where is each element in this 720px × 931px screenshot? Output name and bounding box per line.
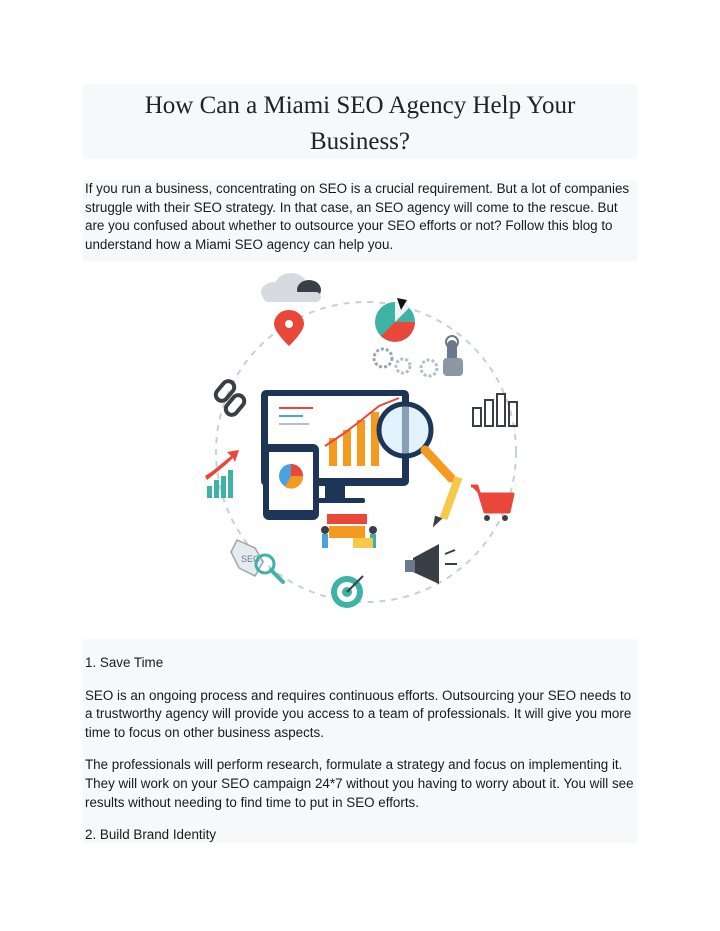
tag-icon: [231, 540, 283, 582]
section-1-paragraph-1: SEO is an ongoing process and requires continuous efforts. Outsourcing your SEO needs to a trustworthy agency will provide you access to a team of professionals. It will give you more time to focus on other business aspects.: [85, 687, 632, 740]
article-body: [83, 639, 637, 843]
shopping-cart-icon: [471, 486, 513, 521]
touch-hand-icon: [443, 336, 463, 376]
bar-chart-icon: [473, 394, 517, 426]
section-1-paragraph-2: The professionals will perform research, formulate a strategy and focus on implementing it. They will work on your SEO campaign 24*7 without you having to worry about it. You will see results without needing to find time to put in SEO efforts.: [85, 757, 634, 810]
gear-icon: [374, 349, 437, 376]
team-icon: [321, 514, 377, 548]
section-heading-1: 1. Save Time: [85, 655, 164, 670]
pencil-icon: [431, 476, 462, 530]
chain-link-icon: [213, 379, 246, 418]
pie-chart-icon: [375, 298, 415, 342]
page-title-line-2: Business?: [310, 128, 410, 155]
target-icon: [331, 576, 363, 608]
seo-illustration: [193, 262, 539, 628]
tag-label: SEO: [241, 554, 261, 564]
cloud-icon: [261, 273, 321, 302]
tablet-icon: [263, 444, 319, 520]
page-title-line-1: How Can a Miami SEO Agency Help Your: [144, 92, 576, 119]
section-heading-2: 2. Build Brand Identity: [85, 827, 217, 843]
growth-arrow-icon: [205, 450, 239, 498]
document-page: [83, 84, 637, 843]
intro-paragraph: If you run a business, concentrating on SEO is a crucial requirement. But a lot of companies struggle with their SEO strategy. In that case, an SEO agency will come to the rescue. But are you confused about whether to outsource your SEO efforts or not? Follow this blog to understand how a Miami SEO agency can help you.: [83, 180, 637, 261]
title-block: [83, 84, 637, 159]
location-pin-icon: [274, 310, 304, 346]
